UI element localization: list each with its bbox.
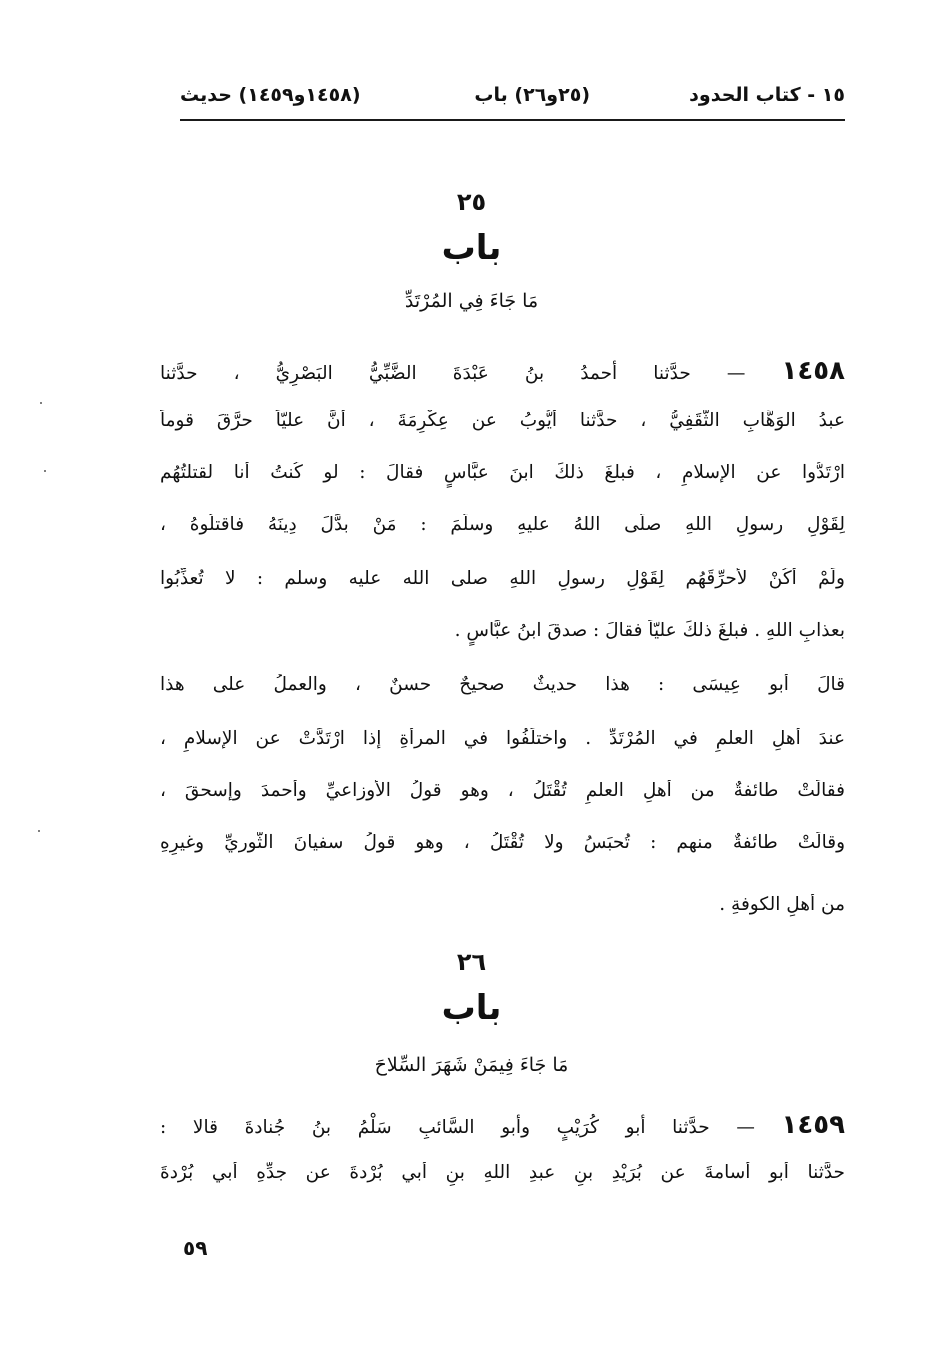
section-bab-heading: باب [441, 988, 502, 1028]
text-line [160, 1110, 845, 1150]
text-line-content: — حدَّثنا أبو كُرَيْبٍ وأبو السَّائبِ سَلْمُ بنُ جُنادةَ قالا : [160, 1117, 755, 1138]
text-line: عندَ أهلِ العلمِ في المُرْتَدِّ . واختلَفُوا في المرأةِ إذا ارْتَدَّتْ عن الإسلامِ ، [160, 728, 845, 749]
text-line: قالَ أبو عِيسَى : هذا حديثٌ صحيحٌ حسنٌ ، والعملُ على هذا [160, 674, 845, 695]
text-line [160, 356, 845, 396]
text-line: حدَّثنا أبو أُسامةَ عن بُرَيْدِ بنِ عبدِ اللهِ بنِ أبي بُرْدةَ عن جدِّهِ أبي بُرْدةَ [160, 1162, 845, 1183]
text-line: ارْتَدُّوا عن الإسلامِ ، فبلغَ ذلكَ ابنَ عبَّاسٍ فقالَ : لو كُنتُ أنا لقتلتُهُم [160, 462, 845, 483]
text-line: ولَمْ أكُنْ لأُحرِّقَهُم لِقَوْلِ رسولِ اللهِ صلى الله عليه وسلم : لا تُعذِّبُوا [160, 568, 845, 589]
scan-speck [44, 470, 46, 472]
section-number: ٢٦ [456, 948, 487, 976]
header-divider [180, 119, 845, 121]
text-line: وقالَتْ طائفةٌ منهم : تُحبَسُ ولا تُقْتَلُ ، وهو قولُ سفيانَ الثَّوريِّ وغيرِهِ [160, 832, 845, 853]
section-title: مَا جَاءَ فِيمَنْ شَهَرَ السِّلاحَ [374, 1054, 569, 1076]
hadith-number: ١٤٥٨ [781, 356, 845, 386]
section-bab-heading: باب [441, 228, 502, 268]
text-line-content: — حدَّثنا أحمدُ بنُ عَبْدَةَ الضَّبِّيُّ البَصْرِيُّ ، حدَّثنا [160, 363, 746, 384]
section-title: مَا جَاءَ فِي المُرْتَدِّ [404, 290, 539, 312]
text-line: من أهلِ الكوفةِ . [719, 894, 845, 915]
text-line: عبدُ الوَهَّابِ الثَّقَفِيُّ ، حدَّثنا أيُّوبُ عن عِكْرِمَةَ ، أنَّ عليّاً حرَّقَ قوماً [160, 410, 845, 431]
running-header [180, 78, 845, 114]
scan-speck [40, 402, 42, 404]
header-book-title: ١٥ - كتاب الحدود [689, 84, 845, 106]
scan-speck [38, 830, 40, 832]
text-line: فقالَتْ طائفةٌ من أهلِ العلمِ تُقْتَلُ ، وهو قولُ الأوزاعيِّ وأحمدَ وإسحقَ ، [160, 780, 845, 801]
text-line: بعذابِ اللهِ . فبلغَ ذلكَ عليّاً فقالَ : صدقَ ابنُ عبَّاسٍ . [454, 620, 845, 641]
hadith-number: ١٤٥٩ [781, 1110, 845, 1140]
page-number: ٥٩ [183, 1236, 208, 1260]
text-line: لِقَوْلِ رسولِ اللهِ صلَّى اللهُ عليهِ وسلَّمَ : مَنْ بدَّلَ دِينَهُ فاقتلُوهُ ، [160, 514, 845, 535]
section-number: ٢٥ [456, 188, 487, 216]
header-hadith-range: (١٤٥٨و١٤٥٩) حديث [180, 84, 361, 106]
header-chapter-range: (٢٥و٢٦) باب [474, 84, 590, 106]
